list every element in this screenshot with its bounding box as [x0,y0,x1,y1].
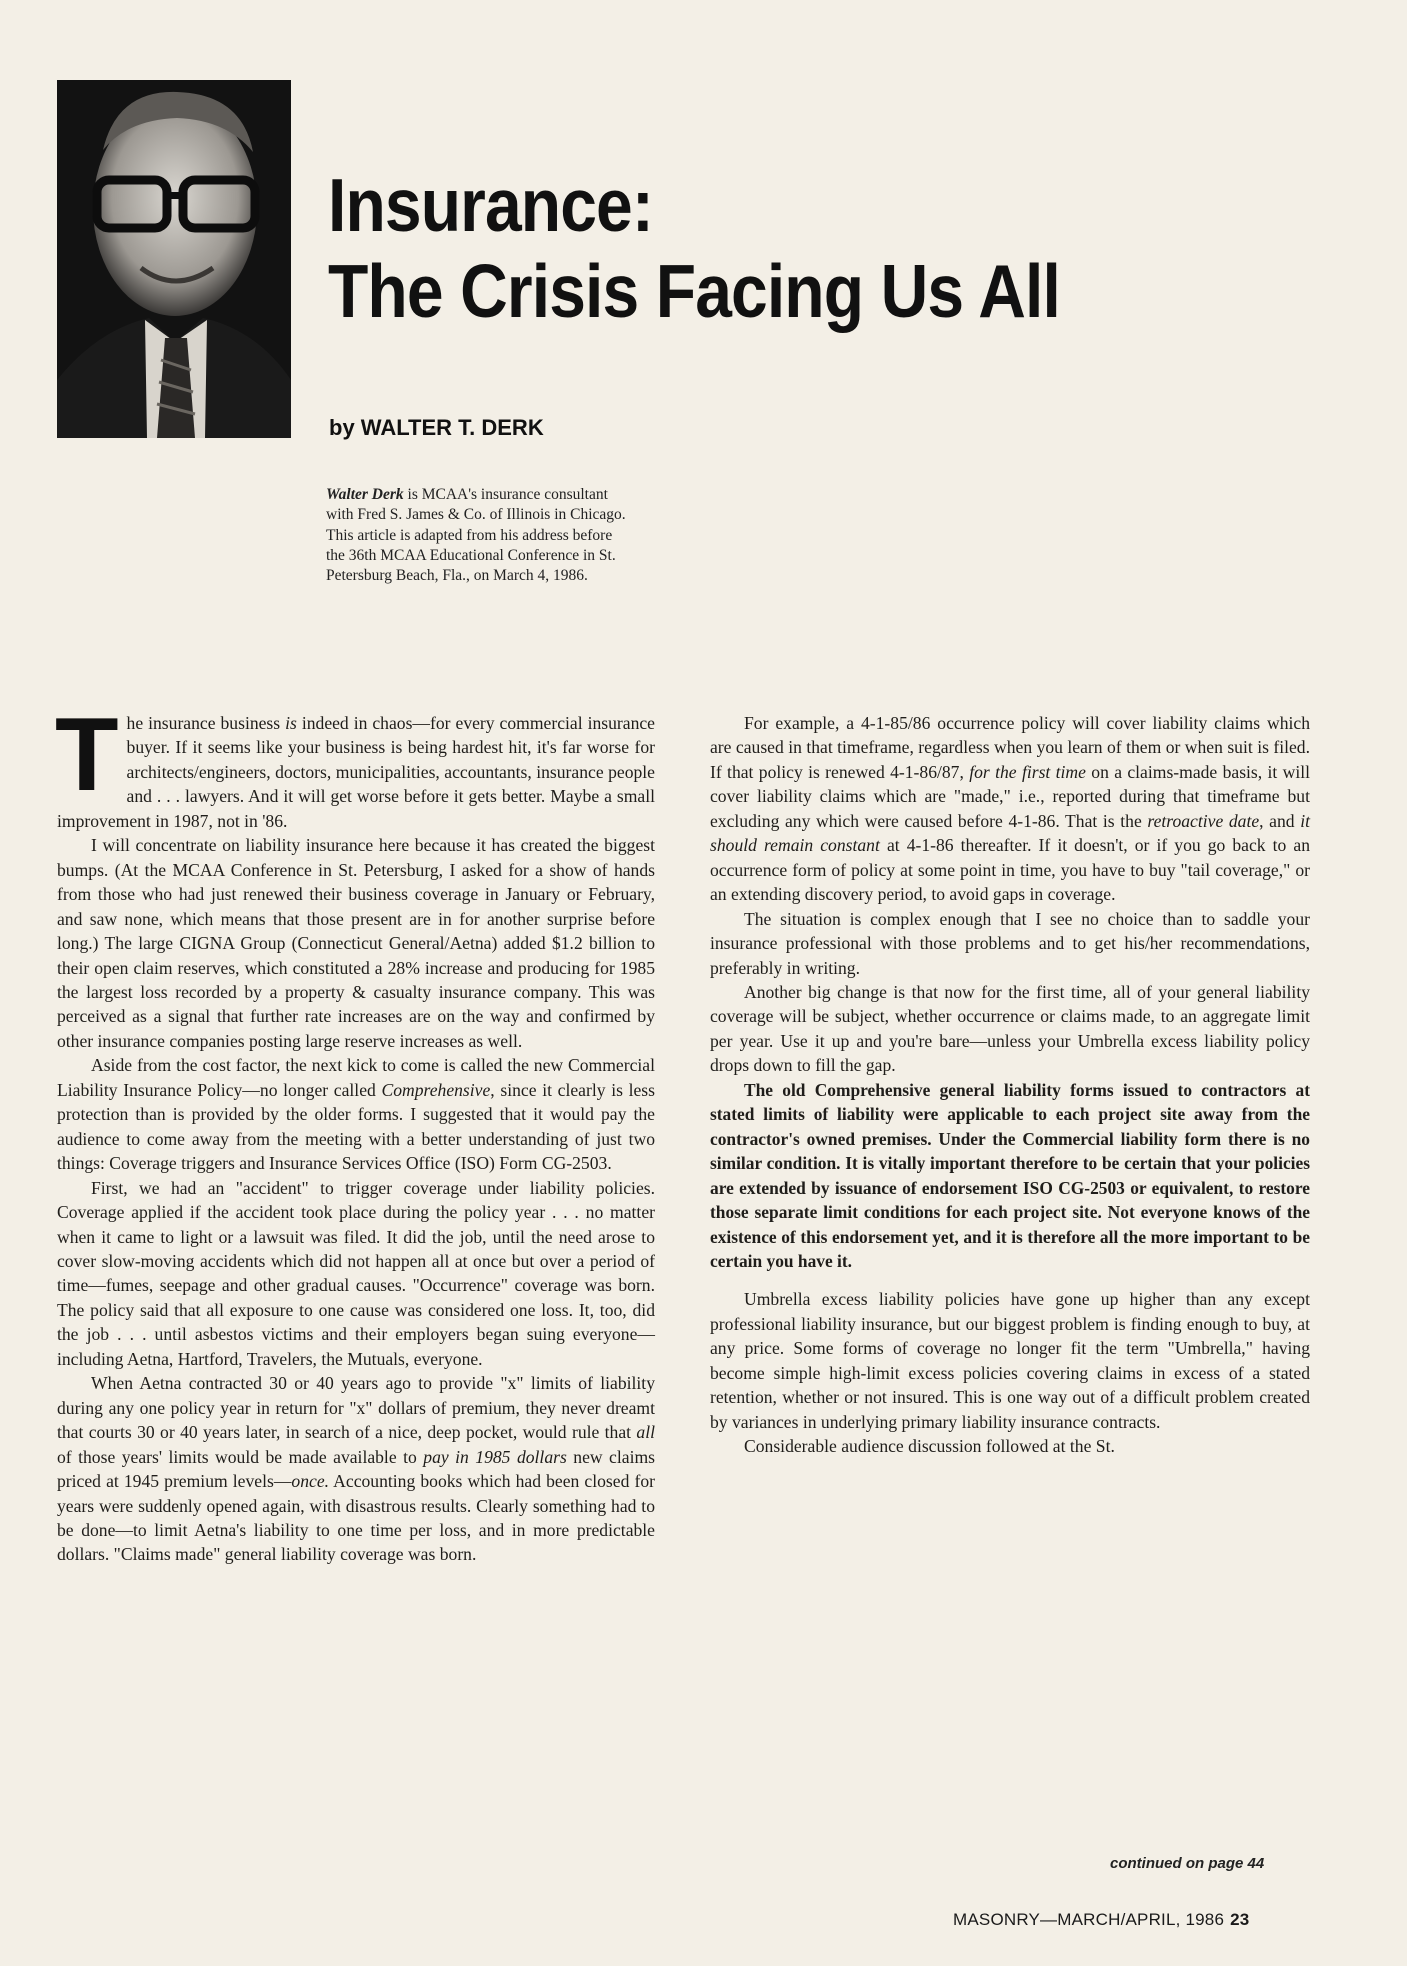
paragraph-7: The situation is complex enough that I see no choice than to saddle your insurance professional with those problems and to get his/her recommendations, preferably in writing. [710,908,1310,978]
title-line-2: The Crisis Facing Us All [328,249,1060,333]
article-title [328,162,1060,334]
paragraph-10: Umbrella excess liability policies have gone up higher than any except professional liability insurance, but our biggest problem is finding enough to buy, at any price. Some forms of coverage no longer fit the term "Umbrella," having become simple high-limit excess policies covering claims in excess of a stated retention, whether or not insured. This is one way out of a difficult problem created by variances in underlying primary liability insurance contracts. [710,1289,1310,1432]
page-footer [953,1910,1249,1930]
paragraph-2: I will concentrate on liability insurance here because it has created the biggest bumps. (At the MCAA Conference in St. Petersburg, I asked for a show of hands from those who had just renewed their business coverage in January or February, and saw none, which means that those present are in for another surprise before long.) The large CIGNA Group (Connecticut General/Aetna) added $1.2 billion to their open claim reserves, which constituted a 28% increase and producing for 1985 the largest loss recorded by a property & casualty insurance company. This was perceived as a signal that further rate increases are on the way and confirmed by other insurance companies posting large reserve increases as well. [57,835,655,1051]
paragraph-1: The insurance business is indeed in chaos—for every commercial insurance buyer. If it seems like your business is being hardest hit, it's far worse for architects/engineers, doctors, municipalities, accountants, insurance people and . . . lawyers. And it will get worse before it gets better. Maybe a small improvement in 1987, not in '86. [55,697,655,831]
author-photo [57,80,291,438]
paragraph-8: Another big change is that now for the first time, all of your general liability coverage will be subject, whether occurrence or claims made, to an aggregate limit per year. Use it up and you're bare—unless your Umbrella excess liability policy drops down to fill the gap. [710,981,1310,1076]
byline: by WALTER T. DERK [329,415,544,440]
title-line-1: Insurance: [328,163,653,247]
drop-cap: T [55,697,119,813]
paragraph-11: Considerable audience discussion followed at the St. [744,1436,1115,1457]
page-number: 23 [1230,1910,1250,1929]
paragraph-3: Aside from the cost factor, the next kick to come is called the new Commercial Liability Insurance Policy—no longer called Comprehensive, since it clearly is less protection than is provided by the older forms. I suggested that it would pay the audience to come away from the meeting with a better understanding of just two things: Coverage triggers and Insurance Services Office (ISO) Form CG-2503. [57,1055,655,1174]
paragraph-6: For example, a 4-1-85/86 occurrence policy will cover liability claims which are caused in that timeframe, regardless when you learn of them or when suit is filed. If that policy is renewed 4-1-86/87, for the first time on a claims-made basis, it will cover liability claims which are "made," i.e., reported during that timeframe but excluding any which were caused before 4-1-86. That is the retroactive date, and it should remain constant at 4-1-86 thereafter. If it doesn't, or if you go back to an occurrence form of policy at some point in time, you have to buy "tail coverage," or an extending discovery period, to avoid gaps in coverage. [710,713,1311,905]
right-column [710,711,1310,1459]
paragraph-9-bold: The old Comprehensive general liability forms issued to contractors at stated limits of liability were applicable to each project site away from the contractor's owned premises. Under the Commercial liability form there is no similar condition. It is vitally important therefore to be certain that your policies are extended by issuance of endorsement ISO CG-2503 or equivalent, to restore those separate limit conditions for each project site. Not everyone knows of the existence of this endorsement yet, and it is therefore all the more important to be certain you have it. [710,1079,1310,1271]
bio-author-name: Walter Derk [326,486,404,503]
bio-text: is MCAA's insurance consultant with Fred S. James & Co. of Illinois in Chicago. This article is adapted from his address before the 36th MCAA Educational Conference in St. Petersburg Beach, Fla., on March 4, 1986. [326,486,626,585]
continued-note: continued on page 44 [1110,1855,1265,1872]
left-column [55,697,655,1567]
paragraph-5: When Aetna contracted 30 or 40 years ago to provide "x" limits of liability during any one policy year in return for "x" dollars of premium, they never dreamt that courts 30 or 40 years later, in search of a nice, deep pocket, would rule that all of those years' limits would be made available to pay in 1985 dollars new claims priced at 1945 premium levels—once. Accounting books which had been closed for years were suddenly opened again, with disastrous results. Clearly something had to be done—to limit Aetna's liability to one time per loss, and in more predictable dollars. "Claims made" general liability coverage was born. [57,1373,655,1565]
paragraph-4: First, we had an "accident" to trigger coverage under liability policies. Coverage applied if the accident took place during the policy year . . . no matter when it came to light or a lawsuit was filed. It did the job, until the need arose to cover slow-moving accidents which did not happen all at once but over a period of time—fumes, seepage and other gradual causes. "Occurrence" coverage was born. The policy said that all exposure to one cause was considered one loss. It, too, did the job . . . until asbestos victims and their employers began suing everyone—including Aetna, Hartford, Travelers, the Mutuals, everyone. [57,1177,655,1369]
author-bio [326,485,631,586]
publication-line: MASONRY—MARCH/APRIL, 1986 [953,1910,1225,1929]
